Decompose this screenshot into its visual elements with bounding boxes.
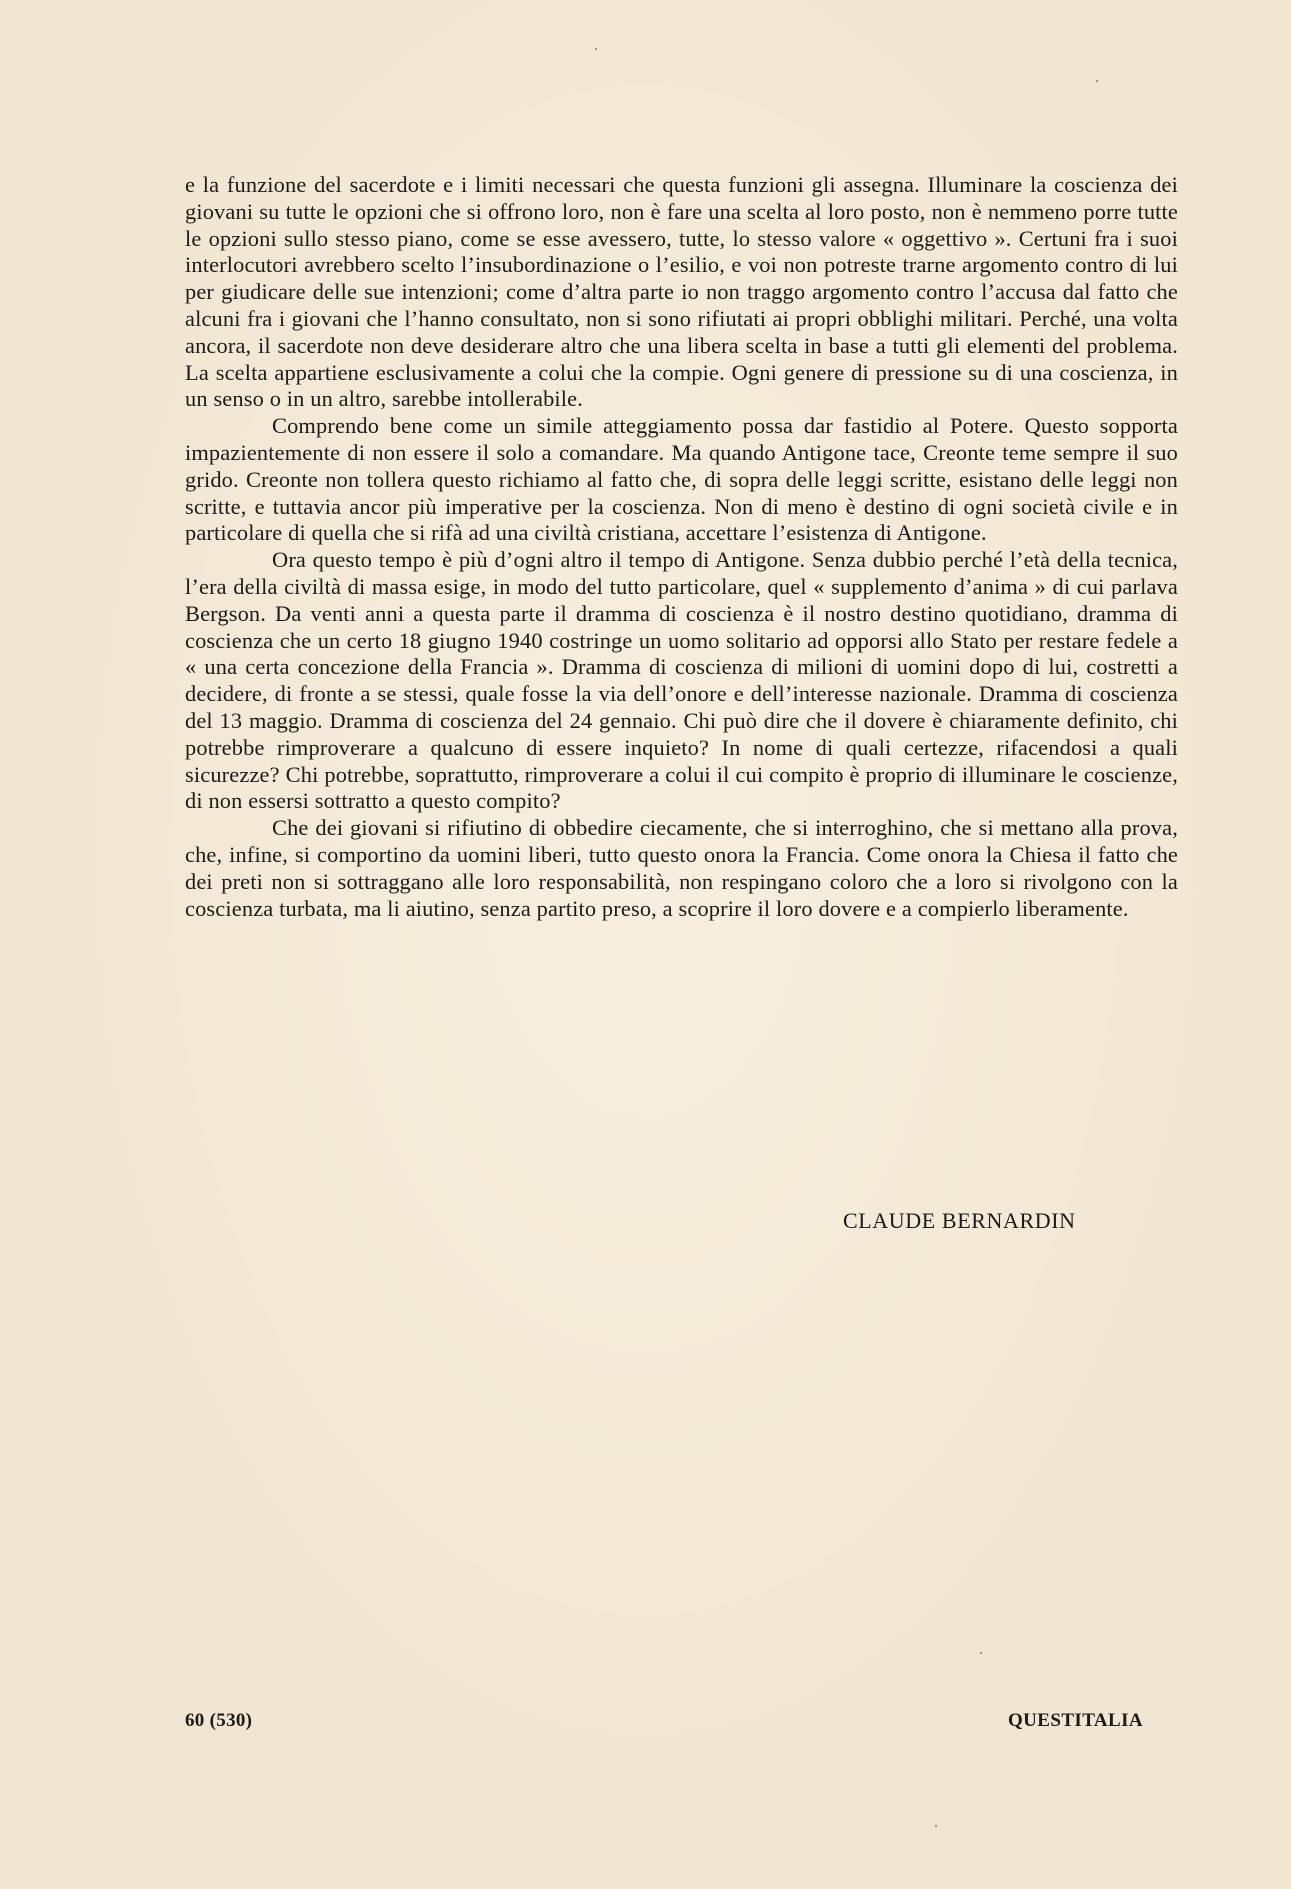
paragraph-2: Comprendo bene come un simile atteggiamento possa dar fastidio al Potere. Questo sopporta impazientemente di non essere il solo a comandare. Ma quando Antigone tace, Creonte teme sempre il suo grido. Creonte non tollera questo richiamo al fatto che, di sopra delle leggi scritte, esistano delle leggi non scritte, e tuttavia ancor più imperative per la coscienza. Non di meno è destino di ogni società civile e in particolare di quella che si rifà ad una civiltà cristiana, accettare l’esistenza di Antigone. <box>185 413 1178 546</box>
paragraph-1: e la funzione del sacerdote e i limiti necessari che questa funzioni gli assegna. Illuminare la coscienza dei giovani su tutte le opzioni che si offrono loro, non è fare una scelta al loro posto, non è nemmeno porre tutte le opzioni sullo stesso piano, come se esse avessero, tutte, lo stesso valore « oggettivo ». Certuni fra i suoi interlocutori avrebbero scelto l’insubordinazione o l’esilio, e voi non potreste trarne argomento contro di lui per giudicare delle sue intenzioni; come d’altra parte io non traggo argomento contro l’accusa dal fatto che alcuni fra i giovani che l’hanno consultato, non si sono rifiutati ai propri obblighi militari. Perché, una volta ancora, il sacerdote non deve desiderare altro che una libera scelta in base a tutti gli elementi del problema. La scelta appartiene esclusivamente a colui che la compie. Ogni genere di pressione su di una coscienza, in un senso o in un altro, sarebbe intollerabile. <box>185 172 1178 412</box>
paragraph-3: Ora questo tempo è più d’ogni altro il tempo di Antigone. Senza dubbio perché l’età della tecnica, l’era della civiltà di massa esige, in modo del tutto particolare, quel « supplemento d’anima » di cui parlava Bergson. Da venti anni a questa parte il dramma di coscienza è il nostro destino quotidiano, dramma di coscienza che un certo 18 giugno 1940 costringe un uomo solitario ad opporsi allo Stato per restare fedele a « una certa concezione della Francia ». Dramma di coscienza di milioni di uomini dopo di lui, costretti a decidere, di fronte a se stessi, quale fosse la via dell’onore e dell’interesse nazionale. Dramma di coscienza del 13 maggio. Dramma di coscienza del 24 gennaio. Chi può dire che il dovere è chiaramente definito, chi potrebbe rimproverare a qualcuno di essere inquieto? In nome di quali certezze, rifacendosi a quali sicurezze? Chi potrebbe, soprattutto, rimproverare a colui il cui compito è proprio di illuminare le coscienze, di non essersi sottratto a questo compito? <box>185 547 1178 814</box>
paper-speck <box>935 1825 937 1827</box>
publication-name: QUESTITALIA <box>1008 1710 1143 1731</box>
article-body <box>185 172 1178 922</box>
paper-speck <box>595 48 597 50</box>
page-number: 60 (530) <box>185 1710 253 1731</box>
paper-speck <box>980 1652 982 1654</box>
paper-speck <box>1096 80 1098 82</box>
author-signature: CLAUDE BERNARDIN <box>843 1208 1076 1233</box>
paragraph-4: Che dei giovani si rifiutino di obbedire ciecamente, che si interroghino, che si mettano alla prova, che, infine, si comportino da uomini liberi, tutto questo onora la Francia. Come onora la Chiesa il fatto che dei preti non si sottraggano alle loro responsabilità, non respingano coloro che a loro si rivolgono con la coscienza turbata, ma li aiutino, senza partito preso, a scoprire il loro dovere e a compierlo liberamente. <box>185 815 1178 921</box>
